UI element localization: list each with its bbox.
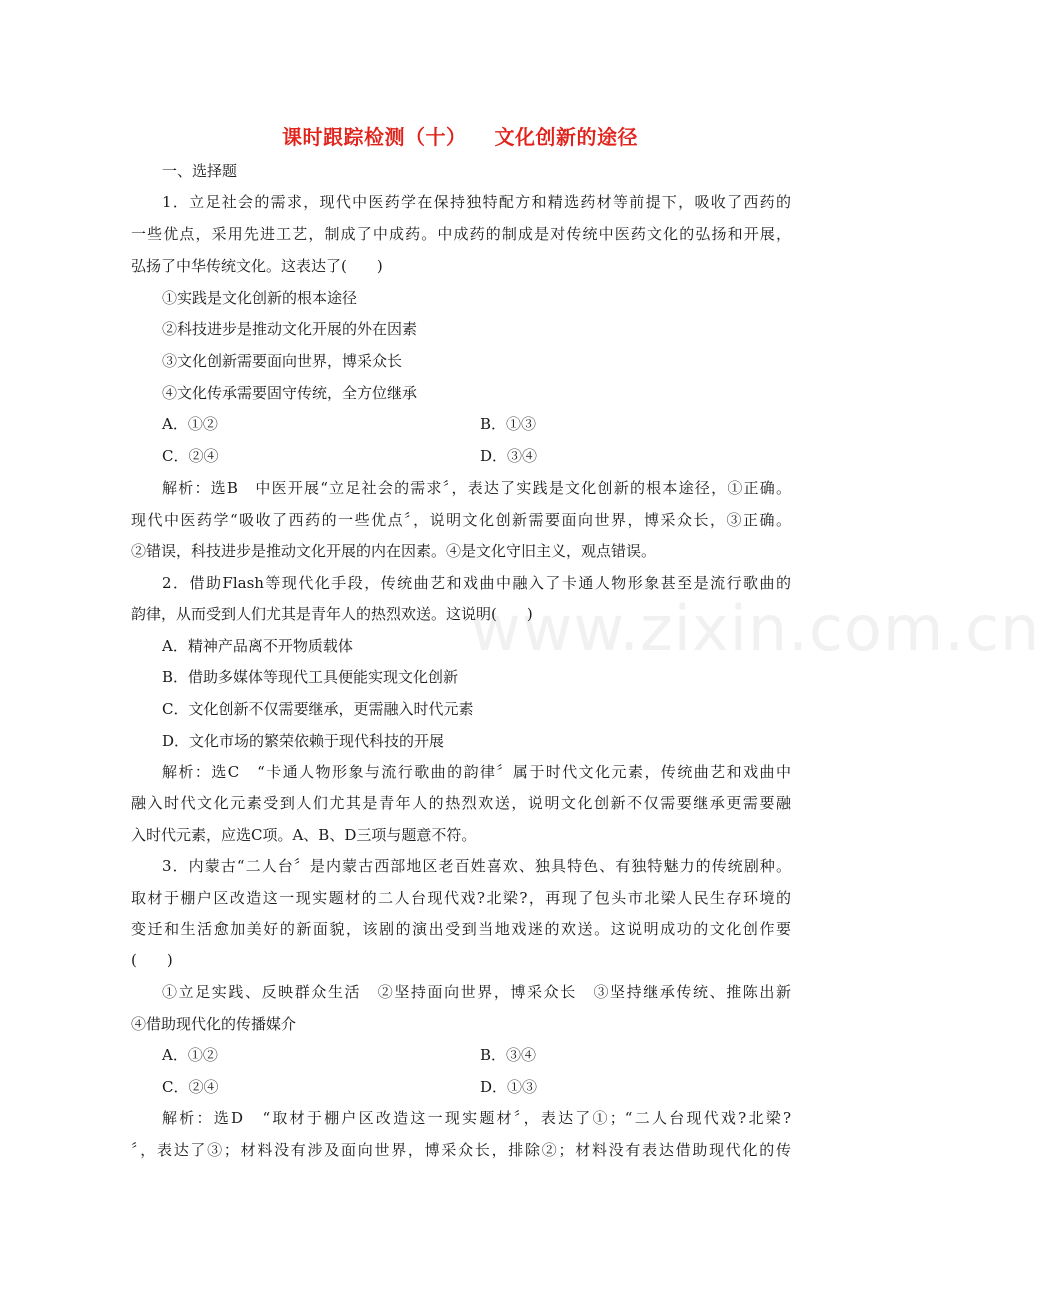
title-main: 课时跟踪检测（十） [282,125,467,149]
q1-analysis-line: ②错误，科技进步是推动文化开展的内在因素。④是文化守旧主义，观点错误。 [131,542,657,560]
q3-stem-line: 3．内蒙古“二人台〞是内蒙古西部地区老百姓喜欢、独具特色、有独特魅力的传统剧种。 [162,857,791,875]
q1-option-a: A．①② [162,415,218,433]
q3-option-b: B．③④ [480,1046,537,1064]
q3-stem-line: 取材于棚户区改造这一现实题材的二人台现代戏?北梁?，再现了包头市北梁人民生存环境的 [131,889,791,907]
q2-analysis-line: 融入时代文化元素受到人们尤其是青年人的热烈欢送，说明文化创新不仅需要继承更需要融 [131,794,791,812]
q3-option-a: A．①② [162,1046,218,1064]
title-sub: 文化创新的途径 [494,125,638,149]
q3-analysis-line: 解析：选D “取材于棚户区改造这一现实题材〞，表达了①；“二人台现代戏?北梁? [162,1109,791,1127]
q2-option-b: B．借助多媒体等现代工具便能实现文化创新 [162,668,459,686]
q1-statement: ②科技进步是推动文化开展的外在因素 [162,320,418,338]
q1-stem-line: 弘扬了中华传统文化。这表达了( ) [131,257,383,275]
q1-option-c: C．②④ [162,447,219,465]
q1-stem-line: 一些优点，采用先进工艺，制成了中成药。中成药的制成是对传统中医药文化的弘扬和开展， [131,225,791,243]
page-title [0,121,920,150]
q1-option-b: B．①③ [480,415,537,433]
q1-option-d: D．③④ [480,447,538,465]
q2-option-d: D．文化市场的繁荣依赖于现代科技的开展 [162,732,445,750]
q3-analysis-line: 〞，表达了③；材料没有涉及面向世界，博采众长，排除②；材料没有表达借助现代化的传 [131,1141,791,1159]
q3-option-c: C．②④ [162,1078,219,1096]
q2-option-a: A．精神产品离不开物质载体 [162,637,353,655]
q1-statement: ③文化创新需要面向世界，博采众长 [162,352,403,370]
q3-statement: ①立足实践、反映群众生活 ②坚持面向世界，博采众长 ③坚持继承传统、推陈出新 [162,983,791,1001]
q1-statement: ①实践是文化创新的根本途径 [162,289,358,307]
q3-statement: ④借助现代化的传播媒介 [131,1015,297,1033]
q3-stem-line: 变迁和生活愈加美好的新面貌，该剧的演出受到当地戏迷的欢送。这说明成功的文化创作要 [131,920,791,938]
q1-statement: ④文化传承需要固守传统，全方位继承 [162,384,418,402]
q3-stem-line: ( ) [131,951,173,969]
q2-option-c: C．文化创新不仅需要继承，更需融入时代元素 [162,700,474,718]
q1-analysis-line: 现代中医药学“吸收了西药的一些优点〞，说明文化创新需要面向世界，博采众长，③正确。 [131,511,791,529]
section-heading: 一、选择题 [162,162,238,180]
q2-stem-line: 2．借助Flash等现代化手段，传统曲艺和戏曲中融入了卡通人物形象甚至是流行歌曲的 [162,574,791,592]
q1-analysis-line: 解析：选B 中医开展“立足社会的需求〞，表达了实践是文化创新的根本途径，①正确。 [162,479,791,497]
watermark: www.zixin.com.cn [470,592,1040,665]
q1-stem-line: 1．立足社会的需求，现代中医药学在保持独特配方和精选药材等前提下，吸收了西药的 [162,193,791,211]
q2-stem-line: 韵律，从而受到人们尤其是青年人的热烈欢送。这说明( ) [131,605,533,623]
q2-analysis-line: 入时代元素，应选C项。A、B、D三项与题意不符。 [131,826,477,844]
q2-analysis-line: 解析：选C “卡通人物形象与流行歌曲的韵律〞属于时代文化元素，传统曲艺和戏曲中 [162,763,791,781]
q3-option-d: D．①③ [480,1078,538,1096]
